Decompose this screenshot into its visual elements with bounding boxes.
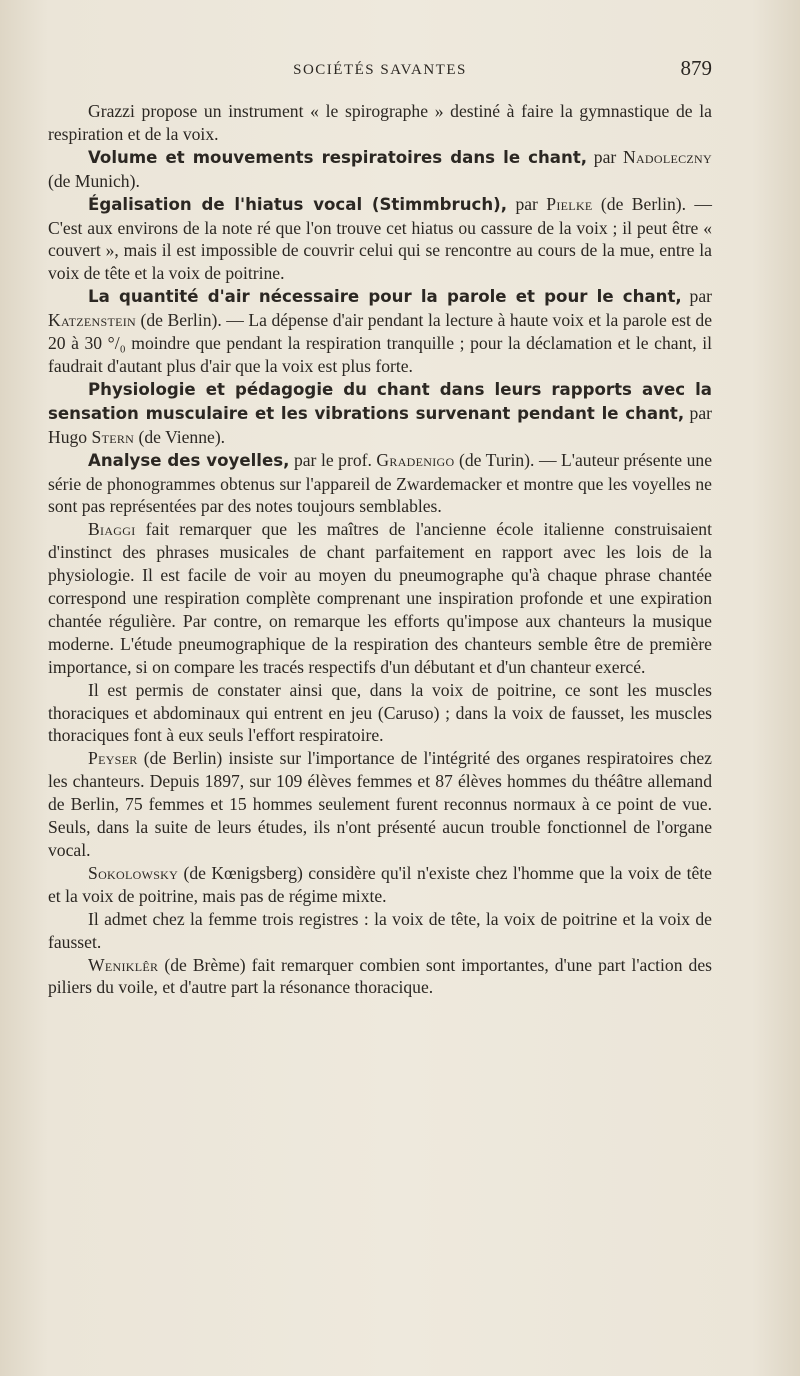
paragraph-grazzi bbox=[48, 100, 712, 146]
paragraph-biaggi bbox=[48, 518, 712, 678]
section-title: Analyse des voyelles, bbox=[88, 450, 290, 470]
paragraph-text: fait remarquer que les maîtres de l'ancienne école italienne construisaient d'instinct des phrases musicales de chant parfaitement en rapport avec les lois de la physiologie. Il est facile de voir au moyen du pneumographe qu'à chaque phrase chantée correspond une respiration complète comprenant une inspiration profonde et une expiration chantée régulière. Par contre, on remarque les efforts qu'impose aux chanteurs la musique moderne. L'étude pneumographique de la respiration des chanteurs semble être de première importance, si on compare les tracés respectifs d'un débutant et d'un chanteur exercé. bbox=[48, 519, 712, 677]
author-name: Nadoleczny bbox=[622, 146, 712, 167]
author-name: Stern bbox=[91, 426, 135, 447]
by-word: par bbox=[681, 286, 712, 307]
paragraph-wenikler bbox=[48, 954, 712, 1000]
by-word: par le prof. bbox=[289, 449, 377, 470]
section-title: La quantité d'air nécessaire pour la parole et pour le chant, bbox=[88, 287, 682, 307]
text-body bbox=[48, 100, 712, 999]
section-title: Volume et mouvements respiratoires dans le chant, bbox=[88, 147, 588, 167]
paragraph-text: Il est permis de constater ainsi que, dans la voix de poitrine, ce sont les muscles thoraciques et abdominaux qui entrent en jeu (Caruso) ; dans la voix de fausset, les muscles thoraciques font à eux seuls l'effort respiratoire. bbox=[48, 679, 712, 746]
paragraph-pielke bbox=[48, 193, 712, 286]
paragraph-peyser bbox=[48, 747, 712, 862]
paragraph-katzenstein bbox=[48, 285, 712, 378]
author-name: Pielke bbox=[546, 193, 593, 214]
header-title: SOCIÉTÉS SAVANTES bbox=[293, 62, 467, 78]
author-name: Katzenstein bbox=[48, 310, 136, 331]
paragraph-text: Il admet chez la femme trois registres : la voix de tête, la voix de poitrine et la voix de fausset. bbox=[48, 908, 712, 952]
paragraph-text: (de Kœnigsberg) considère qu'il n'existe chez l'homme que la voix de tête et la voix de poitrine, mais pas de régime mixte. bbox=[48, 862, 712, 906]
running-header bbox=[48, 56, 712, 86]
page-number: 879 bbox=[680, 56, 712, 80]
paragraph-registres bbox=[48, 908, 712, 954]
paragraph-nadoleczny bbox=[48, 146, 712, 193]
by-word: par Hugo bbox=[48, 402, 712, 447]
paragraph-text: (de Berlin). — C'est aux environs de la note ré que l'on trouve cet hiatus ou cassure de la voix ; il peut être « couvert », mais il est impossible de couvrir celui qui se rencontre au cours de la mue, entre la voix de tête et la voix de poitrine. bbox=[48, 193, 712, 284]
section-title: Physiologie et pédagogie du chant dans leurs rapports avec la sensation musculaire et les vibrations survenant pendant le chant, bbox=[48, 379, 712, 423]
paragraph-constater bbox=[48, 679, 712, 748]
paragraph-text: (de Munich). bbox=[48, 170, 140, 191]
paragraph-text: (de Berlin). — La dépense d'air pendant la lecture à haute voix et la parole est de 20 à 30 °/₀ moindre que pendant la respiration tranquille ; pour la déclamation et le chant, il faudrait d'autant plus d'air que la voix est plus forte. bbox=[48, 310, 712, 376]
paragraph-text: (de Berlin) insiste sur l'importance de l'intégrité des organes respiratoires chez les chanteurs. Depuis 1897, sur 109 élèves femmes et 87 élèves hommes du théâtre allemand de Berlin, 75 femmes et 15 hommes seulement furent reconnus normaux à ce point de vue. Seuls, dans la suite de leurs études, ils n'ont présenté aucun trouble fonctionnel de l'organe vocal. bbox=[48, 748, 712, 860]
author-name: Peyser bbox=[88, 748, 138, 769]
paragraph-text: (de Vienne). bbox=[134, 426, 226, 447]
paragraph-text: (de Turin). — L'auteur présente une série de phonogrammes obtenus sur l'appareil de Zwardemacker et montre que les voyelles ne sont pas représentées par des notes toujours semblables. bbox=[48, 449, 713, 517]
section-title: Égalisation de l'hiatus vocal (Stimmbruch), bbox=[88, 194, 508, 214]
paragraph-stern bbox=[48, 378, 712, 449]
author-name: Weniklêr bbox=[88, 954, 159, 975]
author-name: Biaggi bbox=[88, 519, 136, 540]
by-word: par bbox=[587, 146, 623, 167]
paragraph-sokolowsky bbox=[48, 862, 712, 908]
paragraph-gradenigo bbox=[48, 449, 712, 519]
by-word: par bbox=[507, 193, 547, 214]
author-name: Gradenigo bbox=[376, 449, 455, 470]
author-name: Sokolowsky bbox=[88, 862, 179, 883]
paragraph-text: (de Brème) fait remarquer combien sont importantes, d'une part l'action des piliers du voile, et d'autre part la résonance thoracique. bbox=[48, 954, 712, 998]
paragraph-text: Grazzi propose un instrument « le spirographe » destiné à faire la gymnastique de la respiration et de la voix. bbox=[48, 101, 712, 144]
